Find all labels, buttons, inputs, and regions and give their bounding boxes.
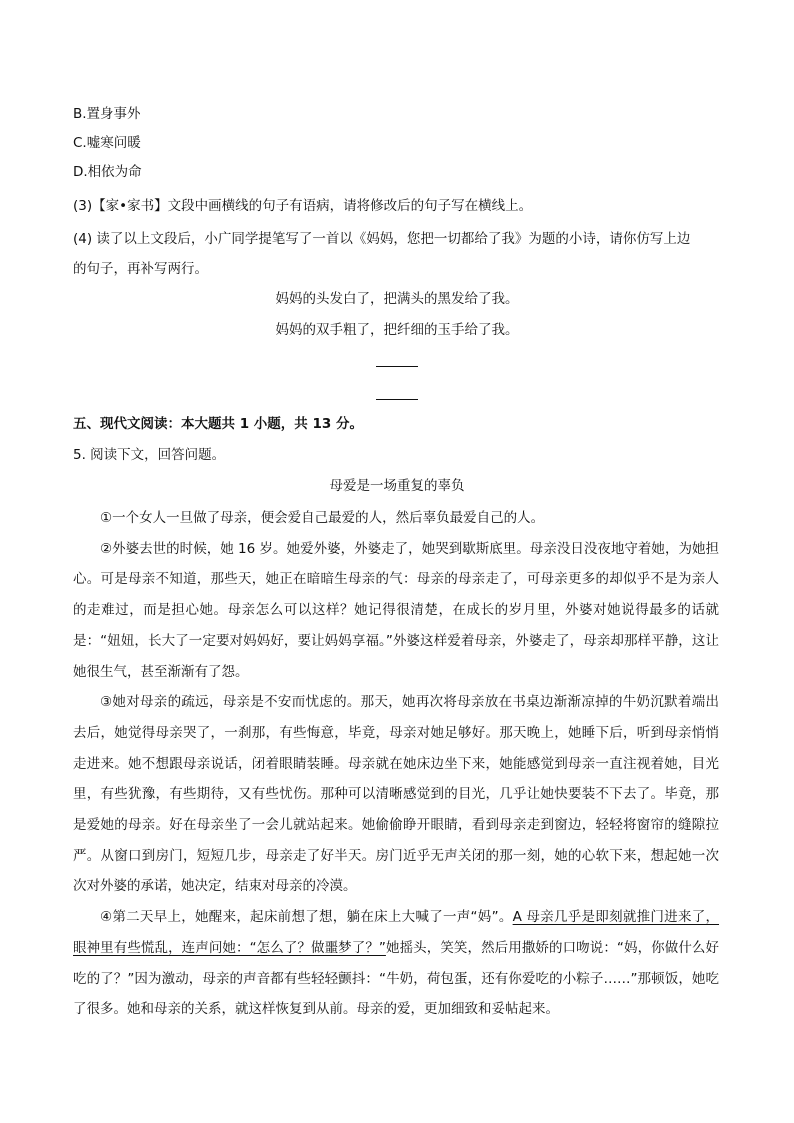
article-title: 母爱是一场重复的辜负 (329, 478, 465, 494)
underlined-sentence-a: A 母亲几乎是即刻就推门进来了，眼神里有些慌乱，连声问她：“怎么了？做噩梦了？” (73, 909, 720, 956)
answer-blank-2[interactable] (376, 399, 418, 400)
article-paragraph-4 (73, 902, 719, 1025)
question-3: (3)【家•家书】文段中画横线的句子有语病，请将修改后的句子写在横线上。 (73, 198, 533, 214)
paragraph-4-end: 她摇头，笑笑，然后用撒娇的口吻说：“妈，你做什么好吃的了？”因为激动，母亲的声音都有些轻轻颤抖：“牛奶，荷包蛋，还有你爱吃的小粽子……”那顿饭，她吃了很多。她和母亲的关系，就这样恢复到从前。母亲的爱，更加细致和妥帖起来。 (73, 939, 719, 1018)
article-paragraph-3: ③她对母亲的疏远，母亲是不安而忧虑的。那天，她再次将母亲放在书桌边渐渐凉掉的牛奶沉默着端出去后，她觉得母亲哭了，一刹那，有些悔意，毕竟，母亲对她足够好。那天晚上，她睡下后，听到母亲悄悄走进来。她不想跟母亲说话，闭着眼睛装睡。母亲就在她床边坐下来，她能感觉到母亲一直注视着她，目光里，有些犹豫，有些期待，又有些忧伤。那种可以清晰感觉到的目光，几乎让她快要装不下去了。毕竟，那是爱她的母亲。好在母亲坐了一会儿就站起来。她偷偷睁开眼睛，看到母亲走到窗边，轻轻将窗帘的缝隙拉严。从窗口到房门，短短几步，母亲走了好半天。房门近乎无声关闭的那一刻，她的心软下来，想起她一次次对外婆的承诺，她决定，结束对母亲的冷漠。 (73, 694, 719, 895)
option-b: B.置身事外 (73, 106, 141, 122)
option-c: C.嘘寒问暖 (73, 135, 141, 151)
article-body (73, 503, 719, 1025)
section-5-header: 五、现代文阅读：本大题共 1 小题，共 13 分。 (73, 416, 363, 432)
poem-line-1: 妈妈的头发白了，把满头的黑发给了我。 (275, 291, 519, 307)
answer-blank-1[interactable] (376, 366, 418, 367)
question-4-line-2: 的句子，再补写两行。 (73, 261, 208, 277)
option-d: D.相依为命 (73, 164, 142, 180)
question-5-instruction: 5. 阅读下文，回答问题。 (73, 447, 226, 463)
article-paragraph-2: ②外婆去世的时候，她 16 岁。她爱外婆，外婆走了，她哭到歇斯底里。母亲没日没夜地守着她，为她担心。可是母亲不知道，那些天，她正在暗暗生母亲的气：母亲的母亲走了，可母亲更多的却似乎不是为亲人的走难过，而是担心她。母亲怎么可以这样？她记得很清楚，在成长的岁月里，外婆对她说得最多的话就是：“妞妞，长大了一定要对妈妈好，要让妈妈享福。”外婆这样爱着母亲，外婆走了，母亲却那样平静，这让她很生气，甚至渐渐有了怨。 (73, 540, 719, 680)
poem-line-2: 妈妈的双手粗了，把纤细的玉手给了我。 (275, 322, 519, 338)
question-4-line-1: (4) 读了以上文段后，小广同学提笔写了一首以《妈妈，您把一切都给了我》为题的小诗，请你仿写上边 (73, 231, 691, 247)
article-paragraph-1: ①一个女人一旦做了母亲，便会爱自己最爱的人，然后辜负最爱自己的人。 (100, 510, 545, 526)
paragraph-4-start: ④第二天早上，她醒来，起床前想了想，躺在床上大喊了一声“妈”。 (100, 909, 513, 926)
